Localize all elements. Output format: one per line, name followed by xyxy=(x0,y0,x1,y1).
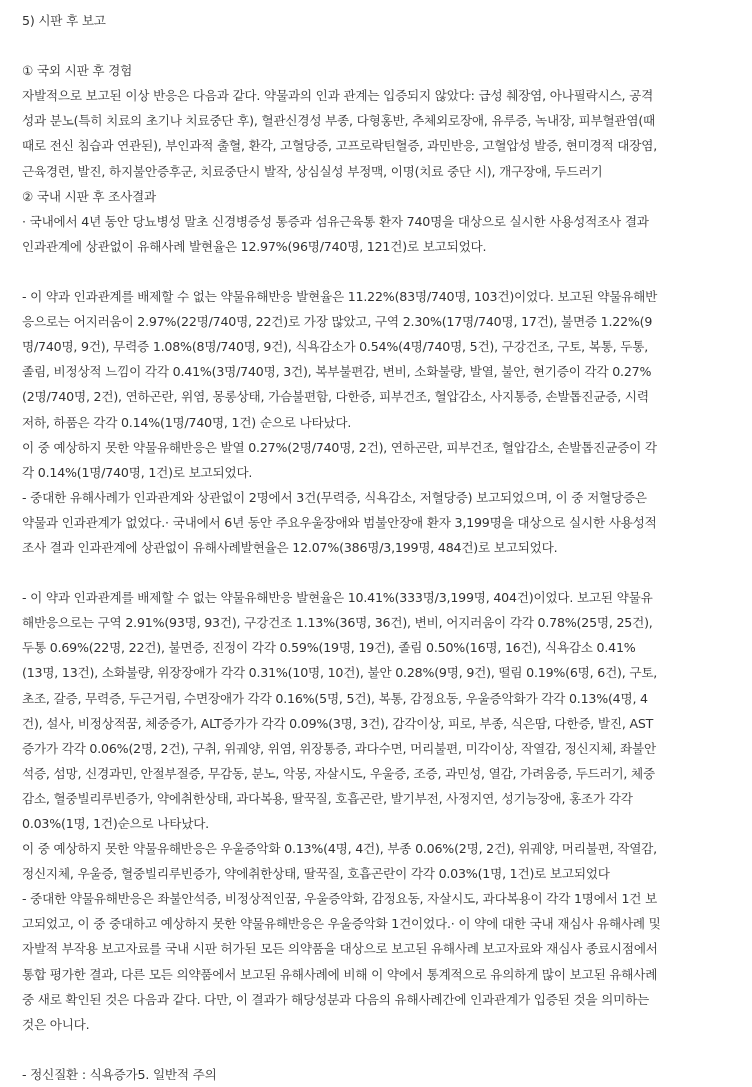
text-line: 인과관계에 상관없이 유해사례 발현율은 12.97%(96명/740명, 121건)로 보고되었다. xyxy=(22,238,487,254)
text-line: 해반응으로는 구역 2.91%(93명, 93건), 구강건조 1.13%(36명, 36건), 변비, 어지러움이 각각 0.78%(25명, 25건), xyxy=(22,615,653,631)
domestic-postmarketing-section xyxy=(22,184,732,1087)
overseas-paragraph xyxy=(22,83,732,183)
text-line: - 정신질환 : 식욕증가5. 일반적 주의 xyxy=(22,1066,217,1082)
overseas-postmarketing-section xyxy=(22,58,732,183)
text-line: 이 중 예상하지 못한 약물유해반응은 발열 0.27%(2명/740명, 2건), 연하곤란, 피부건조, 혈압감소, 손발톱진균증이 각 xyxy=(22,439,657,455)
text-line: 명/740명, 9건), 무력증 1.08%(8명/740명, 9건), 식욕감소가 0.54%(4명/740명, 5건), 구강건조, 구토, 복통, 두통, xyxy=(22,339,649,355)
text-line: 졸림, 비정상적 느낌이 각각 0.41%(3명/740명, 3건), 복부불편감, 변비, 소화불량, 발열, 불안, 현기증이 각각 0.27% xyxy=(22,364,652,380)
text-line: 저하, 하품은 각각 0.14%(1명/740명, 1건) 순으로 나타났다. xyxy=(22,414,352,430)
text-line: 증가가 각각 0.06%(2명, 2건), 구취, 위궤양, 위염, 위장통증, 과다수면, 머리불편, 미각이상, 작열감, 정신지체, 좌불안 xyxy=(22,740,656,756)
text-line: 자발적 부작용 보고자료를 국내 시판 허가된 모든 의약품을 대상으로 보고된 유해사례 보고자료와 재심사 종료시점에서 xyxy=(22,941,658,957)
text-line: 정신지체, 우울증, 혈중빌리루빈증가, 약에취한상태, 딸꾹질, 호흡곤란이 각각 0.03%(1명, 1건)로 보고되었다 xyxy=(22,866,610,882)
text-line: (2명/740명, 2건), 연하곤란, 위염, 몽롱상태, 가슴불편함, 다한증, 피부건조, 혈압감소, 사지통증, 손발톱진균증, 시력 xyxy=(22,389,649,405)
spacer xyxy=(22,1037,732,1062)
text-line: 각 0.14%(1명/740명, 1건)로 보고되었다. xyxy=(22,464,253,480)
paragraph-neuropathic-adverse-reactions xyxy=(22,284,732,560)
text-line: 이 중 예상하지 못한 약물유해반응은 우울증악화 0.13%(4명, 4건), 부종 0.06%(2명, 2건), 위궤양, 머리불편, 작열감, xyxy=(22,841,657,857)
subsection-title-domestic: ② 국내 시판 후 조사결과 xyxy=(22,188,156,204)
text-line: 응으로는 어지러움이 2.97%(22명/740명, 22건)로 가장 많았고, 구역 2.30%(17명/740명, 17건), 불면증 1.22%(9 xyxy=(22,314,653,330)
text-line: 통합 평가한 결과, 다른 모든 의약품에서 보고된 유해사례에 비해 이 약에서 통계적으로 유의하게 많이 보고된 유해사례 xyxy=(22,966,658,982)
text-line: 때로 전신 침습과 연관된), 부인과적 출혈, 환각, 고혈당증, 고프로락틴혈증, 과민반응, 고혈압성 발증, 현미경적 대장염, xyxy=(22,138,657,154)
text-line: 자발적으로 보고된 이상 반응은 다음과 같다. 약물과의 인과 관계는 입증되지 않았다: 급성 췌장염, 아나필락시스, 공격 xyxy=(22,88,654,104)
text-line: (13명, 13건), 소화불량, 위장장애가 각각 0.31%(10명, 10건), 불안 0.28%(9명, 9건), 떨림 0.19%(6명, 6건), 구토, xyxy=(22,665,658,681)
text-line: 두통 0.69%(22명, 22건), 불면증, 진정이 각각 0.59%(19명, 19건), 졸림 0.50%(16명, 16건), 식욕감소 0.41% xyxy=(22,640,636,656)
text-line: · 국내에서 4년 동안 당뇨병성 말초 신경병증성 통증과 섬유근육통 환자 740명을 대상으로 실시한 사용성적조사 결과 xyxy=(22,213,649,229)
text-line: - 이 약과 인과관계를 배제할 수 없는 약물유해반응 발현율은 10.41%(333명/3,199명, 404건)이었다. 보고된 약물유 xyxy=(22,590,653,606)
spacer xyxy=(22,259,732,284)
text-line: - 이 약과 인과관계를 배제할 수 없는 약물유해반응 발현율은 11.22%(83명/740명, 103건)이었다. 보고된 약물유해반 xyxy=(22,289,658,305)
text-line: 중 새로 확인된 것은 다음과 같다. 다만, 이 결과가 해당성분과 다음의 유해사례간에 인과관계가 입증된 것을 의미하는 xyxy=(22,991,650,1007)
text-line: - 중대한 유해사례가 인과관계와 상관없이 2명에서 3건(무력증, 식욕감소, 저혈당증) 보고되었으며, 이 중 저혈당증은 xyxy=(22,489,647,505)
paragraph-psychiatric xyxy=(22,1062,732,1087)
section-title: 5) 시판 후 보고 xyxy=(22,13,106,28)
text-line: 고되었고, 이 중 중대하고 예상하지 못한 약물유해반응은 우울증악화 1건이었다.· 이 약에 대한 국내 재심사 유해사례 및 xyxy=(22,916,661,932)
text-line: 성과 분노(특히 치료의 초기나 치료중단 후), 혈관신경성 부종, 다형홍반, 추체외로장애, 유루증, 녹내장, 피부혈관염(때 xyxy=(22,113,656,129)
spacer xyxy=(22,33,732,58)
subsection-title-overseas: ① 국외 시판 후 경험 xyxy=(22,63,133,79)
spacer xyxy=(22,560,732,585)
text-line: 감소, 혈중빌리루빈증가, 약에취한상태, 과다복용, 딸꾹질, 호흡곤란, 발기부전, 사정지연, 성기능장애, 홍조가 각각 xyxy=(22,790,633,806)
text-line: 초조, 갈증, 무력증, 두근거림, 수면장애가 각각 0.16%(5명, 5건), 복통, 감정요동, 우울증악화가 각각 0.13%(4명, 4 xyxy=(22,690,648,706)
text-line: 조사 결과 인과관계에 상관없이 유해사례발현율은 12.07%(386명/3,199명, 484건)로 보고되었다. xyxy=(22,539,558,555)
text-line: 근육경련, 발진, 하지불안증후군, 치료중단시 발작, 상심실성 부정맥, 이명(치료 중단 시), 개구장애, 두드러기 xyxy=(22,163,603,179)
text-line: - 중대한 약물유해반응은 좌불안석증, 비정상적인꿈, 우울증악화, 감정요동, 자살시도, 과다복용이 각각 1명에서 1건 보 xyxy=(22,891,658,907)
paragraph-depression-adverse-reactions xyxy=(22,585,732,1037)
paragraph-neuropathic-survey xyxy=(22,209,732,259)
text-line: 것은 아니다. xyxy=(22,1016,90,1032)
text-line: 건), 설사, 비정상적꿈, 체중증가, ALT증가가 각각 0.09%(3명, 3건), 감각이상, 피로, 부종, 식은땀, 다한증, 발진, AST xyxy=(22,715,654,731)
text-line: 0.03%(1명, 1건)순으로 나타났다. xyxy=(22,816,209,831)
text-line: 약물과 인과관계가 없었다.· 국내에서 6년 동안 주요우울장애와 범불안장애 환자 3,199명을 대상으로 실시한 사용성적 xyxy=(22,514,657,530)
text-line: 석증, 섬망, 신경과민, 안절부절증, 무감동, 분노, 악몽, 자살시도, 우울증, 조증, 과민성, 열감, 가려움증, 두드러기, 체중 xyxy=(22,765,655,781)
